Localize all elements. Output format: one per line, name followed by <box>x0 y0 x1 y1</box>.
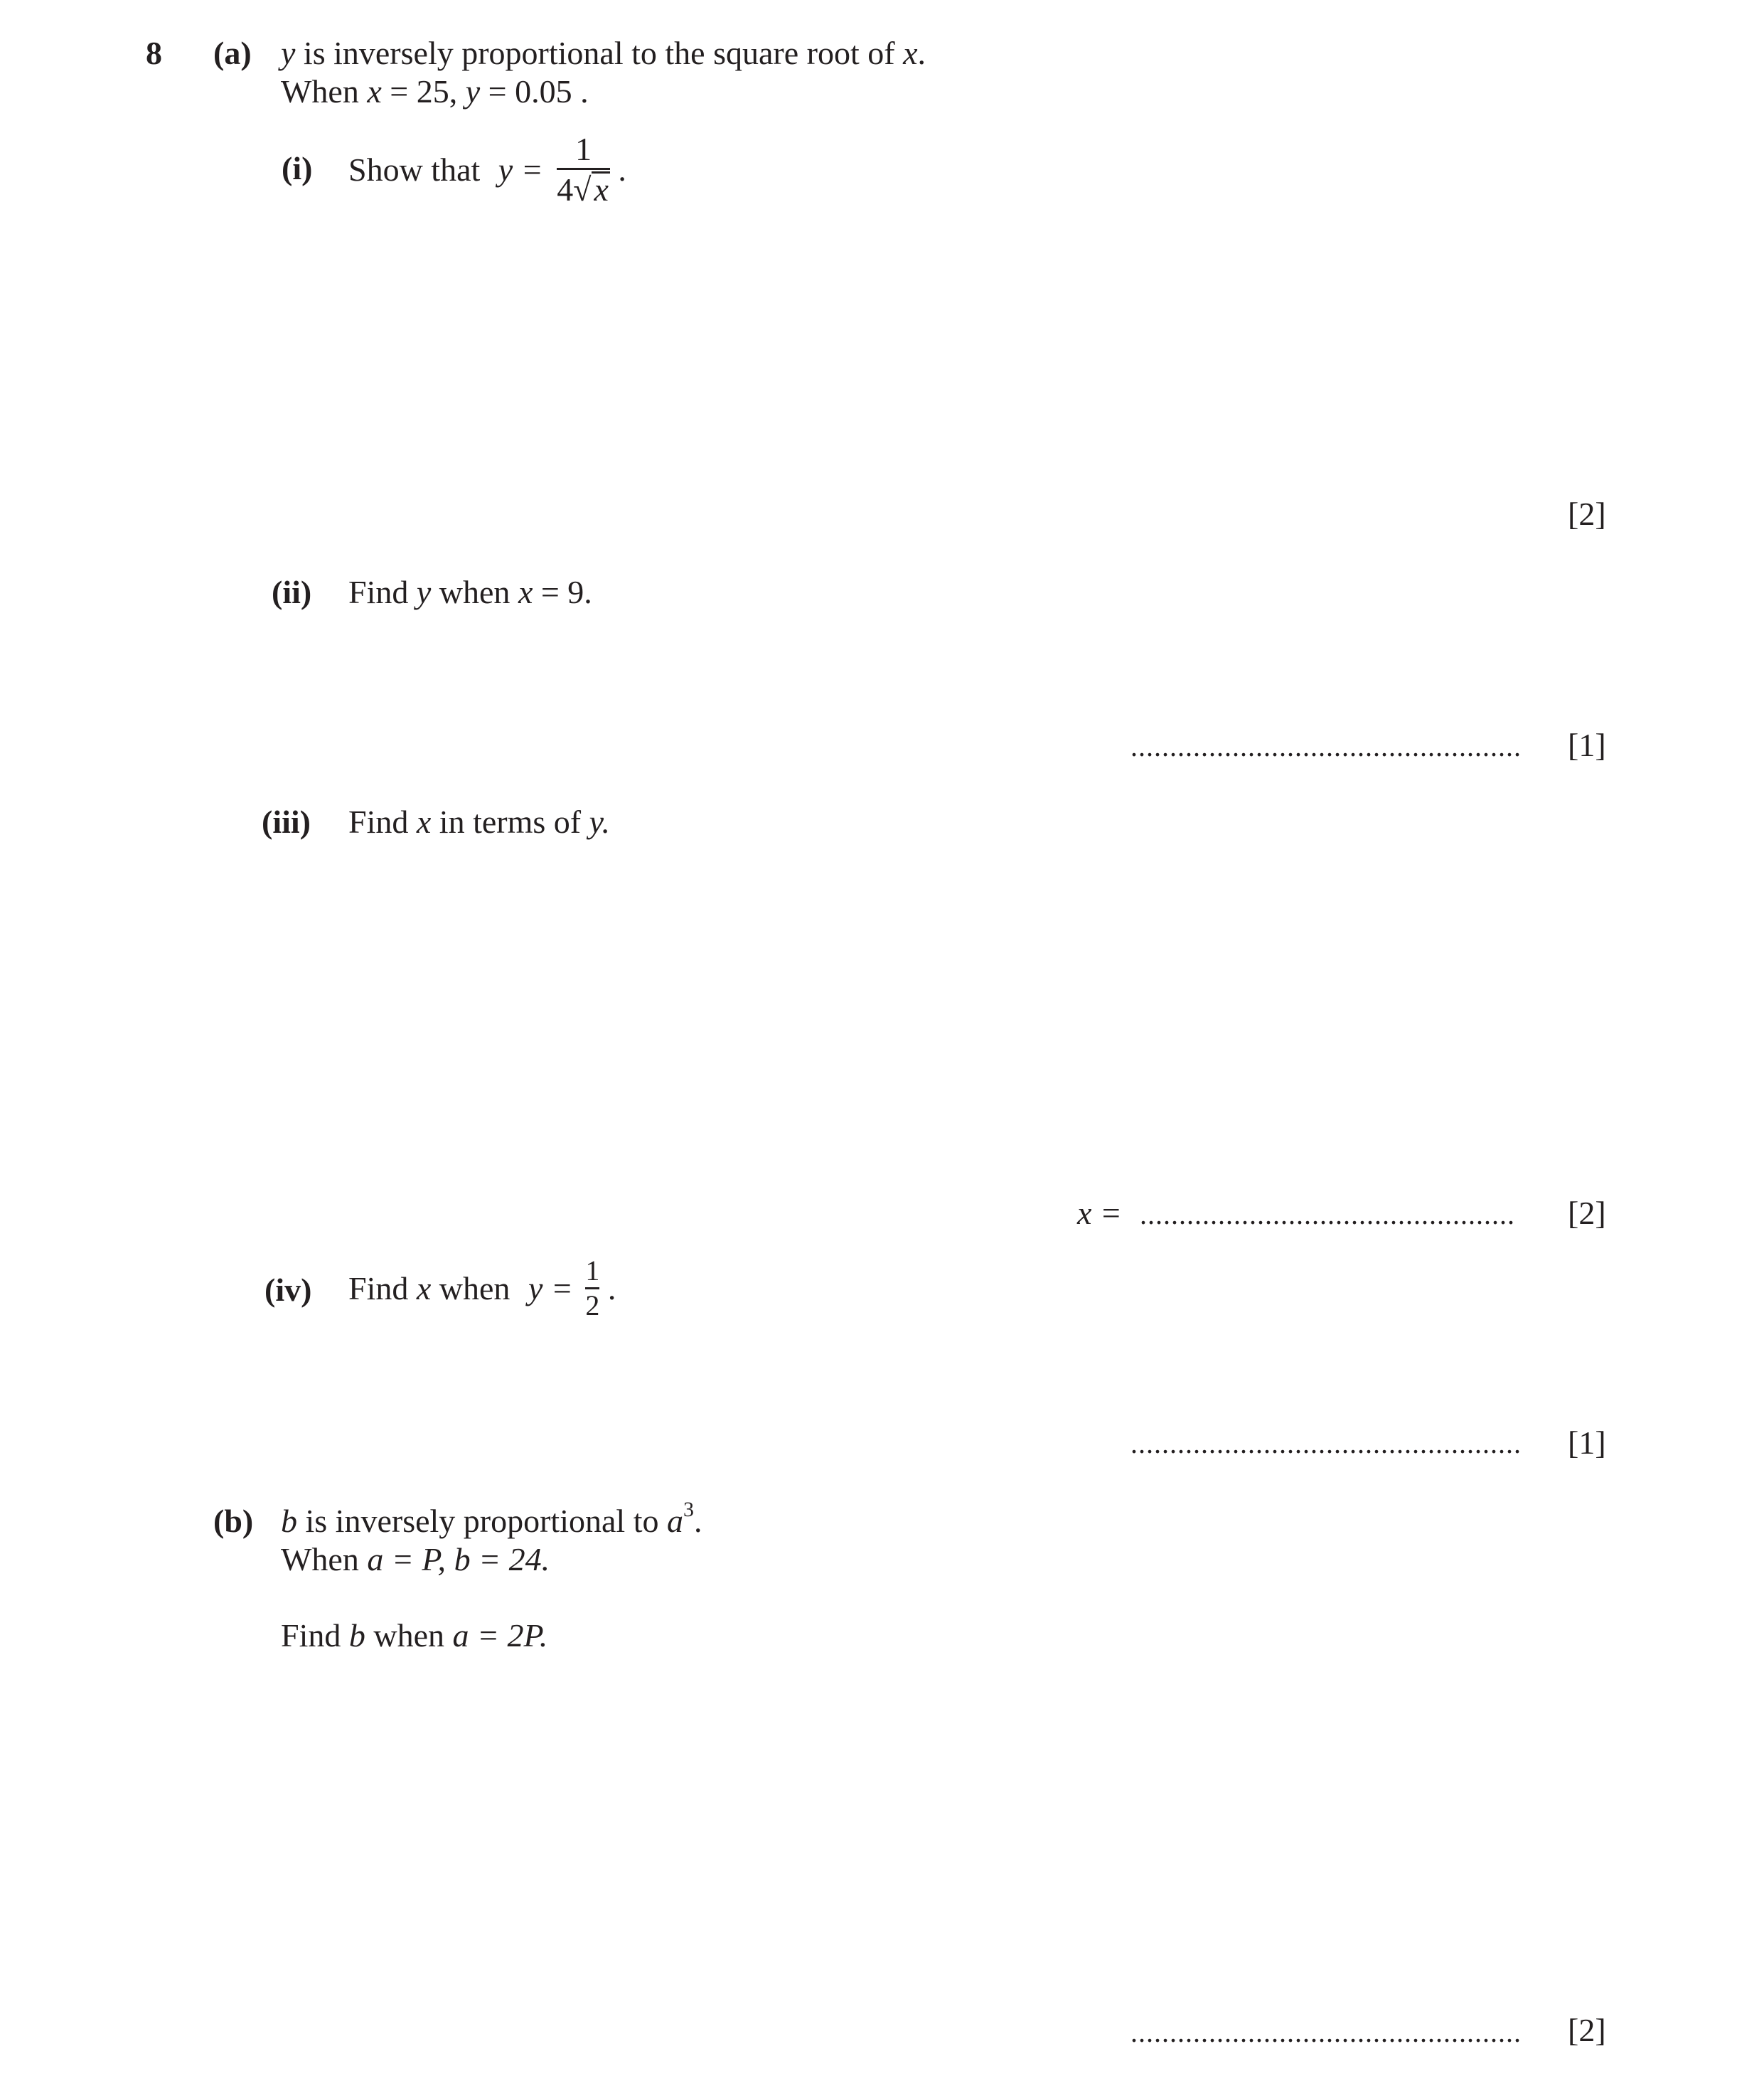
part-b-stem-line1: b is inversely proportional to $a^3$. <box>281 1498 702 1539</box>
stem-text: is inversely proportional to the square root of <box>303 35 895 71</box>
stem-text: is inversely proportional to <box>305 1503 659 1539</box>
sub-i-eq-lhs: y = <box>498 151 543 188</box>
den-coef: 4 <box>557 171 574 208</box>
cond-y-value: = 0.05 . <box>488 73 589 110</box>
sub-ii-mark: [1] <box>1568 727 1606 763</box>
var-x: x <box>903 35 918 71</box>
sub-iii-answer-line[interactable]: ................................................ <box>1140 1198 1515 1230</box>
sub-iii-mark: [2] <box>1568 1195 1606 1231</box>
when-text: When <box>281 73 359 110</box>
eq-lhs: y = <box>528 1269 573 1306</box>
sub-iv-question: Find x when y = $\frac{1}{2}$ . <box>348 1255 616 1321</box>
den-radicand: x <box>592 171 610 206</box>
sub-iii-question <box>348 806 610 838</box>
find-var: x <box>416 1269 432 1306</box>
find-var: y <box>416 574 432 610</box>
cond-var-y: y <box>465 73 481 110</box>
find-text: Find <box>348 574 409 610</box>
cond-x-value: = 25, <box>390 73 458 110</box>
cond-var-x: x <box>367 73 382 110</box>
sub-i-text: Show that <box>348 151 481 188</box>
find-text: Find <box>348 1269 409 1306</box>
sub-i-question: Show that y = $\frac{1}{4√x}$ . <box>348 131 626 208</box>
part-b-label: (b) <box>213 1503 254 1539</box>
when-text: when <box>439 574 511 610</box>
sub-iv-label: (iv) <box>264 1272 312 1308</box>
sub-i-label: (i) <box>282 150 313 186</box>
frac-denominator: 2 <box>585 1289 600 1321</box>
when-text: when <box>439 1269 511 1306</box>
when-text: when <box>373 1617 445 1653</box>
sub-ii-label: (ii) <box>272 574 312 610</box>
sub-iv-fraction <box>585 1256 599 1321</box>
part-b-find <box>281 1619 547 1652</box>
part-b-stem-line2 <box>281 1543 550 1576</box>
find-var: x <box>416 804 432 840</box>
var-a: a <box>666 1503 683 1539</box>
sub-i-frac-denominator <box>557 171 610 207</box>
find-text: Find <box>281 1617 341 1653</box>
sub-iv-answer-line[interactable]: .................................................. <box>1130 1427 1522 1459</box>
question-number: 8 <box>146 35 162 71</box>
sub-i-frac-numerator: 1 <box>575 131 592 167</box>
var-b: b <box>281 1503 297 1539</box>
sub-i-mark: [2] <box>1568 496 1606 532</box>
cond-value: = 9. <box>540 574 592 610</box>
find-text: Find <box>348 804 409 840</box>
part-b-mark: [2] <box>1568 2012 1606 2048</box>
sub-i-fraction <box>557 132 610 208</box>
sub-iii-answer-prefix: x = <box>1077 1195 1122 1231</box>
power: 3 <box>683 1498 694 1521</box>
sub-iv-mark: [1] <box>1568 1424 1606 1461</box>
sqrt-icon: √x <box>573 171 609 208</box>
frac-numerator: 1 <box>585 1255 600 1287</box>
sub-ii-answer-line[interactable]: .................................................. <box>1130 730 1522 762</box>
find-cond: a = 2P. <box>452 1617 548 1653</box>
fraction-bar <box>557 168 610 170</box>
part-a-stem-line2 <box>281 75 589 108</box>
sub-iii-label: (iii) <box>262 804 311 840</box>
part-b-answer-line[interactable]: .................................................. <box>1130 2016 1522 2048</box>
part-a-label: (a) <box>213 35 252 71</box>
cond-var: x <box>518 574 533 610</box>
part-a-stem-line1: y is inversely proportional to the square root of x. <box>281 35 926 71</box>
var-y: y <box>281 35 296 71</box>
cond-b: b = 24. <box>454 1541 550 1577</box>
when-text: When <box>281 1541 359 1577</box>
find-var: b <box>348 1617 365 1653</box>
sub-ii-question <box>348 576 592 609</box>
cond-a: a = P, <box>367 1541 447 1577</box>
in-terms-text: in terms of <box>439 804 582 840</box>
terms-var: y. <box>589 804 610 840</box>
